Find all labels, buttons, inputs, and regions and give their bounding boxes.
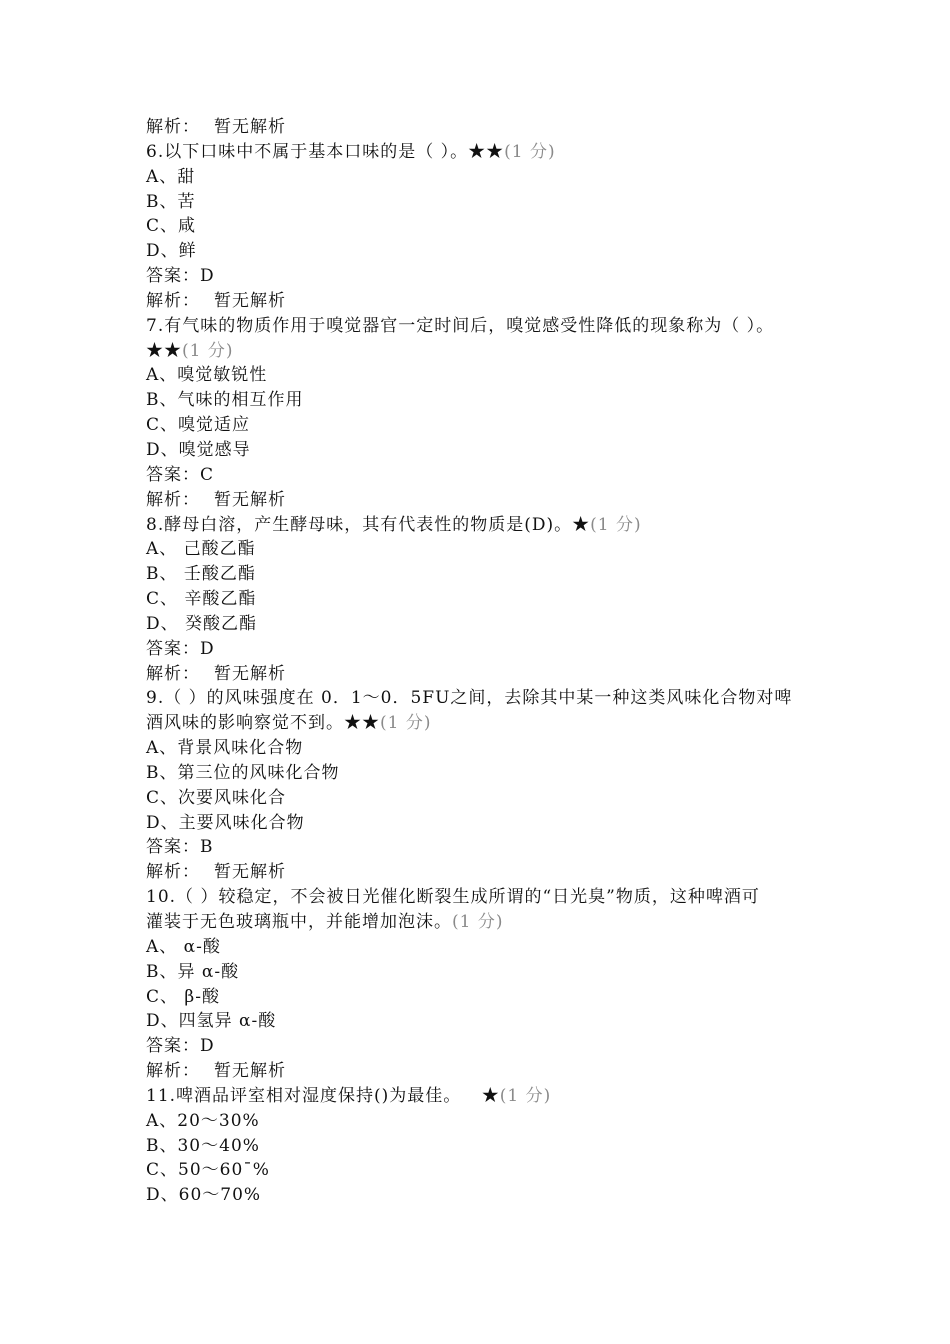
option-b: B、第三位的风味化合物 [146, 762, 340, 783]
option-a: A、背景风味化合物 [146, 738, 304, 759]
difficulty-stars: ★ [572, 514, 591, 535]
option-d: D、60～70% [146, 1185, 262, 1206]
answer-line: 答案：B [146, 837, 214, 858]
score-label: (1 分) [499, 1085, 552, 1106]
option-b: B、 壬酸乙酯 [146, 564, 256, 585]
question-10-stem-cont: 灌装于无色玻璃瓶中，并能增加泡沫。(1 分) [146, 912, 504, 932]
score-label: (1 分) [504, 141, 556, 162]
option-b: B、30～40% [146, 1135, 260, 1156]
answer-line: 答案：D [146, 638, 215, 659]
option-d: D、 癸酸乙酯 [146, 613, 258, 634]
answer-line: 答案：D [146, 266, 215, 287]
question-11-stem: 11.啤酒品评室相对湿度保持()为最佳。 ★(1 分) [146, 1085, 552, 1106]
question-9-stem: 9.（ ）的风味强度在 0．1～0．5FU之间，去除其中某一种这类风味化合物对啤 [146, 688, 793, 709]
question-7-stem-cont [146, 339, 816, 364]
score-label: (1 分) [380, 713, 432, 734]
option-a: A、20～30% [146, 1110, 260, 1131]
question-10-stem: 10.（ ）较稳定，不会被日光催化断裂生成所谓的“日光臭”物质，这种啤酒可 [146, 887, 760, 908]
score-label: (1 分) [452, 912, 504, 932]
option-d: D、四氢异 α-酸 [146, 1011, 277, 1032]
analysis-line [146, 115, 816, 140]
question-6-stem: 6.以下口味中不属于基本口味的是（ ）。★★(1 分) [146, 141, 556, 162]
option-b: B、气味的相互作用 [146, 390, 304, 411]
option-c: C、嗅觉适应 [146, 415, 251, 436]
analysis-line: 解析： 暂无解析 [146, 290, 286, 311]
difficulty-stars: ★★ [468, 141, 505, 162]
option-a: A、甜 [146, 166, 196, 187]
analysis-text: 暂无解析 [214, 117, 286, 137]
option-a: A、 己酸乙酯 [146, 539, 256, 560]
score-label: (1 分) [182, 340, 234, 361]
difficulty-stars: ★ [481, 1085, 500, 1106]
analysis-line: 解析： 暂无解析 [146, 862, 286, 883]
score-label: (1 分) [590, 514, 642, 535]
option-a: A、 α-酸 [146, 936, 221, 957]
option-c: C、次要风味化合 [146, 787, 287, 808]
analysis-line: 解析： 暂无解析 [146, 1061, 286, 1082]
analysis-line: 解析： 暂无解析 [146, 489, 286, 510]
option-c: C、 β-酸 [146, 986, 220, 1007]
option-d: D、鲜 [146, 241, 197, 262]
answer-line: 答案：D [146, 1036, 215, 1057]
option-a: A、嗅觉敏锐性 [146, 365, 268, 386]
option-b: B、苦 [146, 191, 196, 212]
question-9-stem-cont: 酒风味的影响察觉不到。★★(1 分) [146, 713, 432, 734]
analysis-line: 解析： 暂无解析 [146, 663, 286, 684]
analysis-label: 解析： [146, 117, 200, 137]
option-c: C、咸 [146, 216, 197, 237]
answer-line: 答案：C [146, 464, 215, 485]
option-c: C、50～60¯% [146, 1160, 270, 1181]
option-c: C、 辛酸乙酯 [146, 589, 257, 610]
document-page [146, 115, 816, 1208]
option-d: D、嗅觉感导 [146, 439, 251, 460]
difficulty-stars: ★★ [146, 340, 182, 361]
question-8-stem: 8.酵母白溶，产生酵母味，其有代表性的物质是(D)。★(1 分) [146, 514, 642, 535]
option-d: D、主要风味化合物 [146, 812, 305, 833]
question-7-stem: 7.有气味的物质作用于嗅觉器官一定时间后，嗅觉感受性降低的现象称为（ ）。 [146, 315, 775, 336]
option-b: B、异 α-酸 [146, 961, 240, 982]
difficulty-stars: ★★ [344, 713, 380, 734]
